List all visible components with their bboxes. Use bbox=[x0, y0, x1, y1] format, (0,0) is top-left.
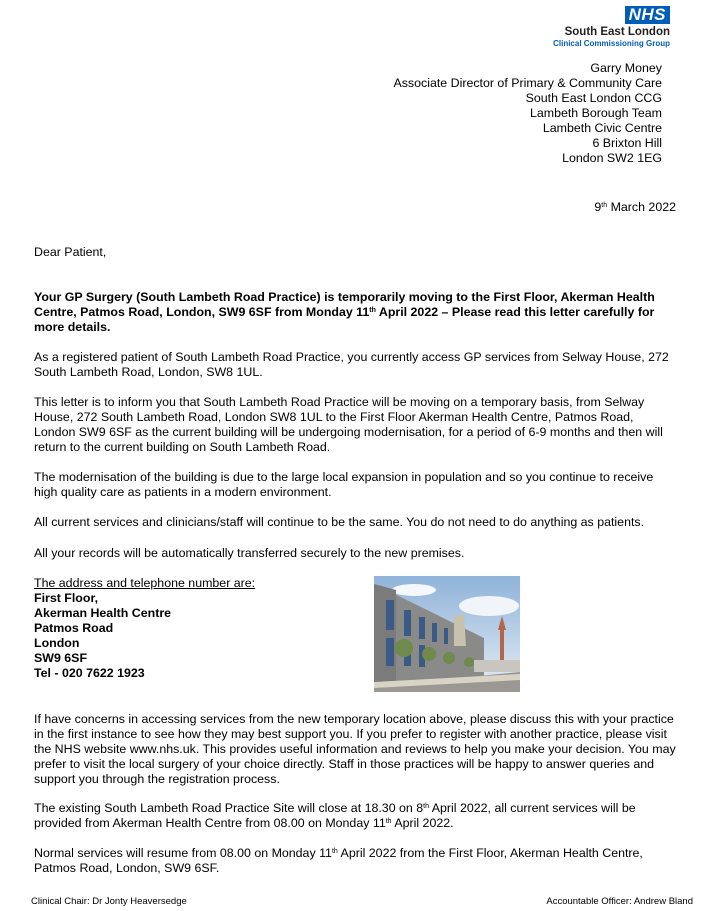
paragraph-registered: As a registered patient of South Lambeth Road Practice, you currently access GP services from Selway House, 272 South Lambeth Road, London, SW8 1UL. bbox=[34, 350, 669, 379]
headline-text: Your GP Surgery (South Lambeth Road Practice) is temporarily moving to the First Floor, Akerman Health Centre, Patmos Road, London, SW9 6SF from Monday 11 bbox=[34, 290, 655, 319]
paragraph-concerns: If have concerns in accessing services from the new temporary location above, please discuss this with your practice in the first instance to see how they may best support you. If you prefer to register with another practice, please visit the NHS website www.nhs.uk. This provides useful information and reviews to help you make your decision. You may prefer to visit the local surgery of your choice directly. Staff in those practices will be happy to answer queries and support you through the registration process. bbox=[34, 712, 676, 786]
sender-line: Associate Director of Primary & Community Care bbox=[393, 76, 662, 90]
nhs-badge: NHS bbox=[625, 6, 670, 24]
paragraph-move-info: This letter is to inform you that South Lambeth Road Practice will be moving on a temporary basis, from Selway House, 272 South Lambeth Road, London SW8 1UL to the First Floor Akerman Health Centre, Patmos Road, London SW9 6SF as the current building will be undergoing modernisation, for a period of 6-9 months and then will return to the current building on South Lambeth Road. bbox=[34, 395, 663, 454]
telephone: Tel - 020 7622 1923 bbox=[34, 666, 145, 680]
sender-line: South East London CCG bbox=[525, 91, 662, 105]
paragraph-closure bbox=[34, 801, 677, 831]
address-line: Akerman Health Centre bbox=[34, 606, 172, 620]
sender-line: Lambeth Borough Team bbox=[529, 106, 662, 120]
paragraph-services: All current services and clinicians/staff will continue to be the same. You do not need to do anything as patients. bbox=[34, 515, 645, 529]
resume-text: Normal services will resume from 08.00 on Monday 11 bbox=[34, 846, 332, 860]
resume-sup: th bbox=[331, 848, 338, 855]
sender-line: Lambeth Civic Centre bbox=[542, 121, 662, 135]
logo-subtitle: Clinical Commissioning Group bbox=[553, 39, 670, 48]
headline bbox=[34, 290, 677, 335]
footer-accountable-officer: Accountable Officer: Andrew Bland bbox=[546, 896, 693, 907]
paragraph-modernisation: The modernisation of the building is due to the large local expansion in population and so you continue to receive high quality care as patients in a modern environment. bbox=[34, 470, 654, 499]
date-rest: March 2022 bbox=[607, 200, 676, 214]
date-day: 9 bbox=[594, 200, 602, 214]
resume-text-2: April 2022 from the First Floor, Akerman Health Centre, Patmos Road, London, SW9 6SF. bbox=[34, 846, 643, 875]
closure-sup: th bbox=[423, 803, 429, 810]
sender-address bbox=[393, 61, 662, 166]
sender-line: London SW2 1EG bbox=[562, 151, 662, 165]
headline-sup: th bbox=[369, 307, 376, 314]
paragraph-records: All your records will be automatically transferred securely to the new premises. bbox=[34, 546, 465, 560]
footer-clinical-chair: Clinical Chair: Dr Jonty Heaversedge bbox=[31, 896, 187, 907]
new-address-block bbox=[34, 576, 255, 681]
headline-text-2: April 2022 – Please read this letter carefully for more details. bbox=[34, 305, 655, 334]
closure-text-2: April 2022, all current services will be provided from Akerman Health Centre from 08.00 on Monday 11 bbox=[34, 801, 636, 830]
date-suffix: th bbox=[601, 202, 608, 209]
closure-text-3: April 2022. bbox=[391, 816, 454, 830]
paragraph-resume bbox=[34, 846, 677, 876]
sender-line: Garry Money bbox=[590, 61, 662, 75]
address-heading: The address and telephone number are: bbox=[34, 576, 256, 590]
address-line: First Floor, bbox=[34, 591, 99, 605]
address-line: Patmos Road bbox=[34, 621, 114, 635]
closure-text: The existing South Lambeth Road Practice Site will close at 18.30 on 8 bbox=[34, 801, 424, 815]
sender-line: 6 Brixton Hill bbox=[592, 136, 662, 150]
logo-org-name: South East London bbox=[564, 26, 670, 38]
letter-date bbox=[594, 200, 676, 215]
closure-sup-2: th bbox=[385, 818, 392, 825]
address-line: SW9 6SF bbox=[34, 651, 88, 665]
building-photo bbox=[374, 576, 520, 692]
nhs-logo bbox=[553, 6, 670, 49]
salutation: Dear Patient, bbox=[34, 245, 107, 259]
address-line: London bbox=[34, 636, 80, 650]
